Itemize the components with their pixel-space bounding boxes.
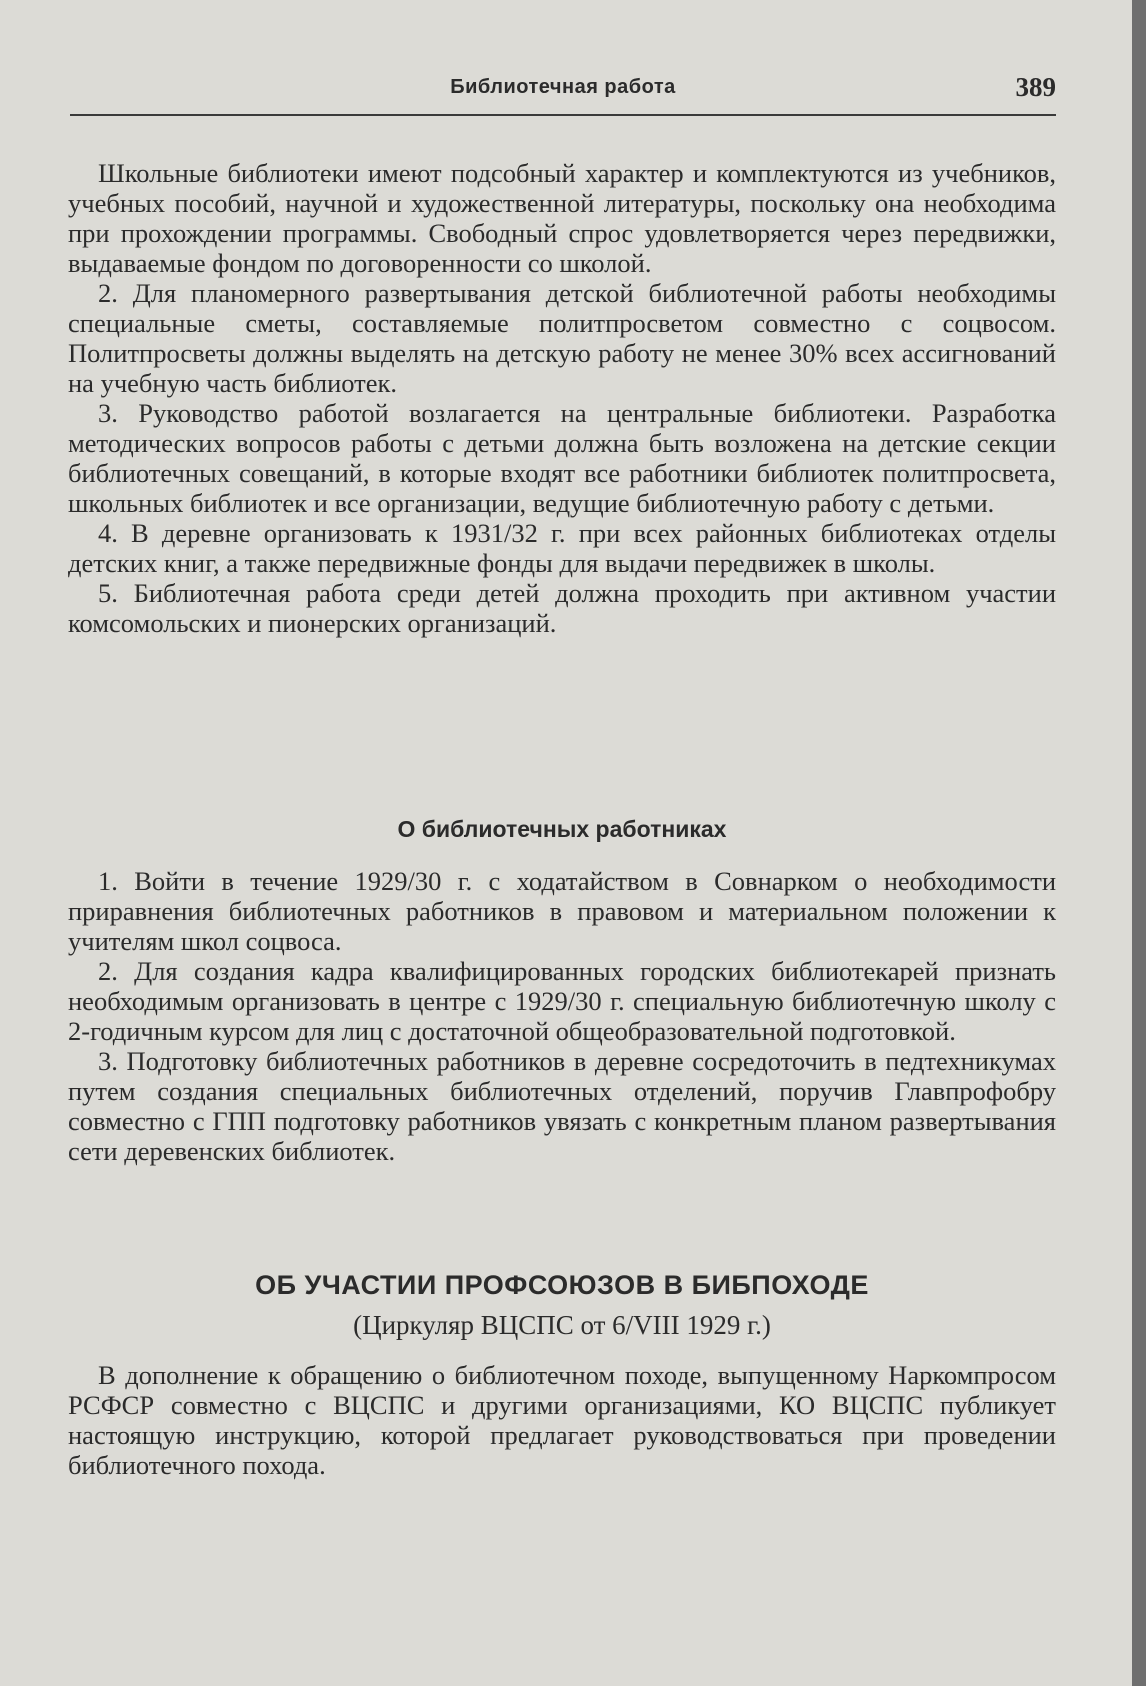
paragraph: 4. В деревне организовать к 1931/32 г. при всех районных библиотеках отделы детских книг, а также передвижные фонды для выдачи передвижек в школы. — [68, 518, 1056, 578]
header-rule — [70, 114, 1056, 116]
document-subtitle: (Циркуляр ВЦСПС от 6/VIII 1929 г.) — [353, 1310, 771, 1340]
page-edge-shadow — [1132, 0, 1146, 1686]
section-title-library-workers: О библиотечных работниках — [397, 816, 727, 842]
section-library-workers — [68, 866, 1056, 1166]
section-trade-unions — [68, 1360, 1056, 1480]
paragraph: 3. Подготовку библиотечных работников в деревне сосредоточить в педтехникумах путем создания специальных библиотечных отделений, поручив Главпрофобру совместно с ГПП подготовку работников увязать с конкретным планом развертывания сети деревенских библиотек. — [68, 1046, 1056, 1166]
section-children-libraries — [68, 158, 1056, 638]
paragraph: 1. Войти в течение 1929/30 г. с ходатайством в Совнарком о необходимости приравнения библиотечных работников в правовом и материальном положении к учителям школ соцвоса. — [68, 866, 1056, 956]
paragraph: Школьные библиотеки имеют подсобный характер и комплектуются из учебников, учебных пособий, научной и художественной литературы, поскольку она необходима при прохождении программы. Свободный спрос удовлетворяется через передвижки, выдаваемые фондом по договоренности со школой. — [68, 158, 1056, 278]
running-head: Библиотечная работа — [450, 76, 676, 98]
document-title: ОБ УЧАСТИИ ПРОФСОЮЗОВ В БИБПОХОДЕ — [255, 1270, 869, 1300]
paragraph: В дополнение к обращению о библиотечном походе, выпущенному Наркомпросом РСФСР совместно с ВЦСПС и другими организациями, КО ВЦСПС публикует настоящую инструкцию, которой предлагает руководствоваться при проведении библиотечного похода. — [68, 1360, 1056, 1480]
page-number: 389 — [1015, 72, 1056, 102]
paragraph: 2. Для создания кадра квалифицированных городских библиотекарей признать необходимым организовать в центре с 1929/30 г. специальную библиотечную школу с 2-годичным курсом для лиц с достаточной общеобразовательной подготовкой. — [68, 956, 1056, 1046]
paragraph: 2. Для планомерного развертывания детской библиотечной работы необходимы специальные сметы, составляемые политпросветом совместно с соцвосом. Политпросветы должны выделять на детскую работу не менее 30% всех ассигнований на учебную часть библиотек. — [68, 278, 1056, 398]
paragraph: 3. Руководство работой возлагается на центральные библиотеки. Разработка методических вопросов работы с детьми должна быть возложена на детские секции библиотечных совещаний, в которые входят все работники библиотек политпросвета, школьных библиотек и все организации, ведущие библиотечную работу с детьми. — [68, 398, 1056, 518]
paragraph: 5. Библиотечная работа среди детей должна проходить при активном участии комсомольских и пионерских организаций. — [68, 578, 1056, 638]
page-header — [70, 72, 1056, 116]
